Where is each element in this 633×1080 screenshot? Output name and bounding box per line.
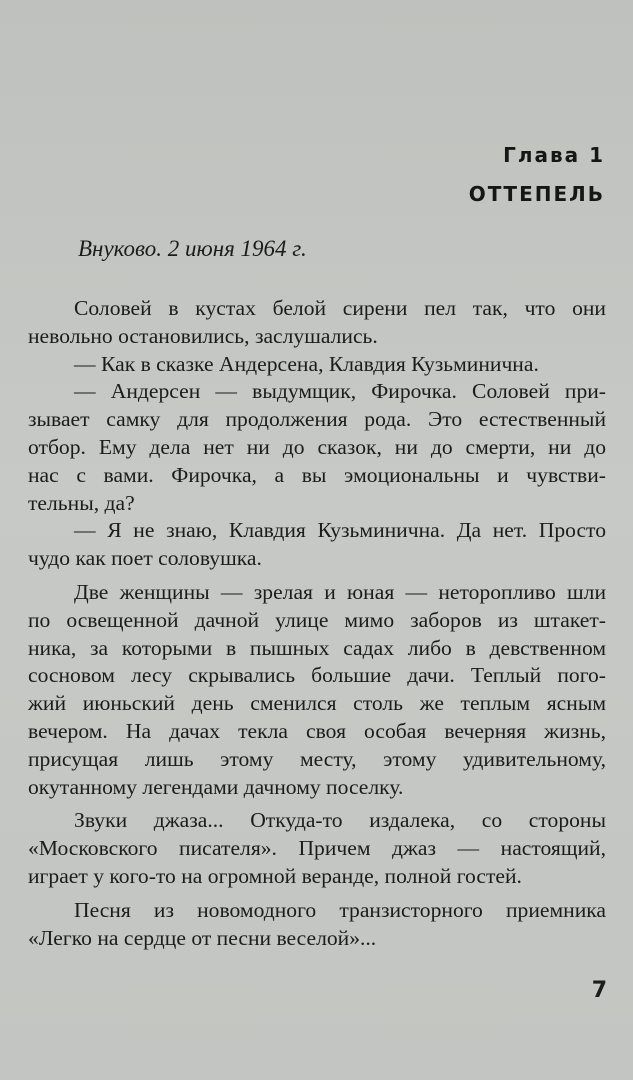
text-line: отбор. Ему дела нет ни до сказок, ни до смерти, ни до: [28, 434, 606, 459]
text-line: «Легко на сердце от песни веселой»...: [28, 925, 377, 950]
text-line: сосновом лесу скрывались большие дачи. Теплый пого-: [28, 663, 606, 688]
text-line: тельны, да?: [28, 490, 135, 515]
text-line: — Как в сказке Андерсена, Клавдия Кузьминична.: [74, 351, 539, 376]
text-line: окутанному легендами дачному поселку.: [28, 774, 404, 799]
text-line: Звуки джаза... Откуда-то издалека, со стороны: [74, 808, 606, 833]
text-line: вечером. На дачах текла своя особая вечерняя жизнь,: [28, 718, 606, 743]
text-line: нас с вами. Фирочка, а вы эмоциональны и чувстви-: [28, 462, 606, 487]
paragraph: [28, 517, 606, 573]
text-line: — Я не знаю, Клавдия Кузьминична. Да нет. Просто: [74, 518, 606, 543]
text-line: Две женщины — зрелая и юная — неторопливо шли: [74, 579, 606, 604]
text-line: — Андерсен — выдумщик, Фирочка. Соловей при-: [74, 379, 606, 404]
text-line: «Московского писателя». Причем джаз — настоящий,: [28, 836, 606, 861]
paragraph: [28, 378, 606, 517]
paragraph: [28, 807, 606, 890]
chapter-number: Глава 1: [503, 143, 605, 167]
chapter-title: ОТТЕПЕЛЬ: [468, 182, 605, 206]
paragraph: [28, 579, 606, 801]
page-number: 7: [591, 978, 607, 1003]
text-line: невольно остановились, заслушались.: [28, 323, 378, 348]
text-line: играет у кого-то на огромной веранде, полной гостей.: [28, 863, 522, 888]
body-text: [28, 295, 606, 952]
text-line: Соловей в кустах белой сирени пел так, что они: [74, 296, 606, 320]
chapter-heading: [469, 136, 605, 214]
paragraph: [28, 351, 606, 379]
text-line: по освещенной дачной улице мимо заборов из штакет-: [28, 607, 606, 632]
text-line: ника, за которыми в пышных садах либо в девственном: [28, 635, 606, 660]
text-line: жий июньский день сменился столь же теплым ясным: [28, 691, 606, 716]
text-line: зывает самку для продолжения рода. Это естественный: [28, 407, 606, 432]
paragraph: [28, 295, 606, 351]
text-line: присущая лишь этому месту, этому удивительному,: [28, 746, 606, 771]
paragraph: [28, 897, 606, 953]
dateline: Внуково. 2 июня 1964 г.: [78, 236, 307, 261]
text-line: Песня из новомодного транзисторного приемника: [74, 897, 606, 922]
text-line: чудо как поет соловушка.: [28, 546, 262, 571]
